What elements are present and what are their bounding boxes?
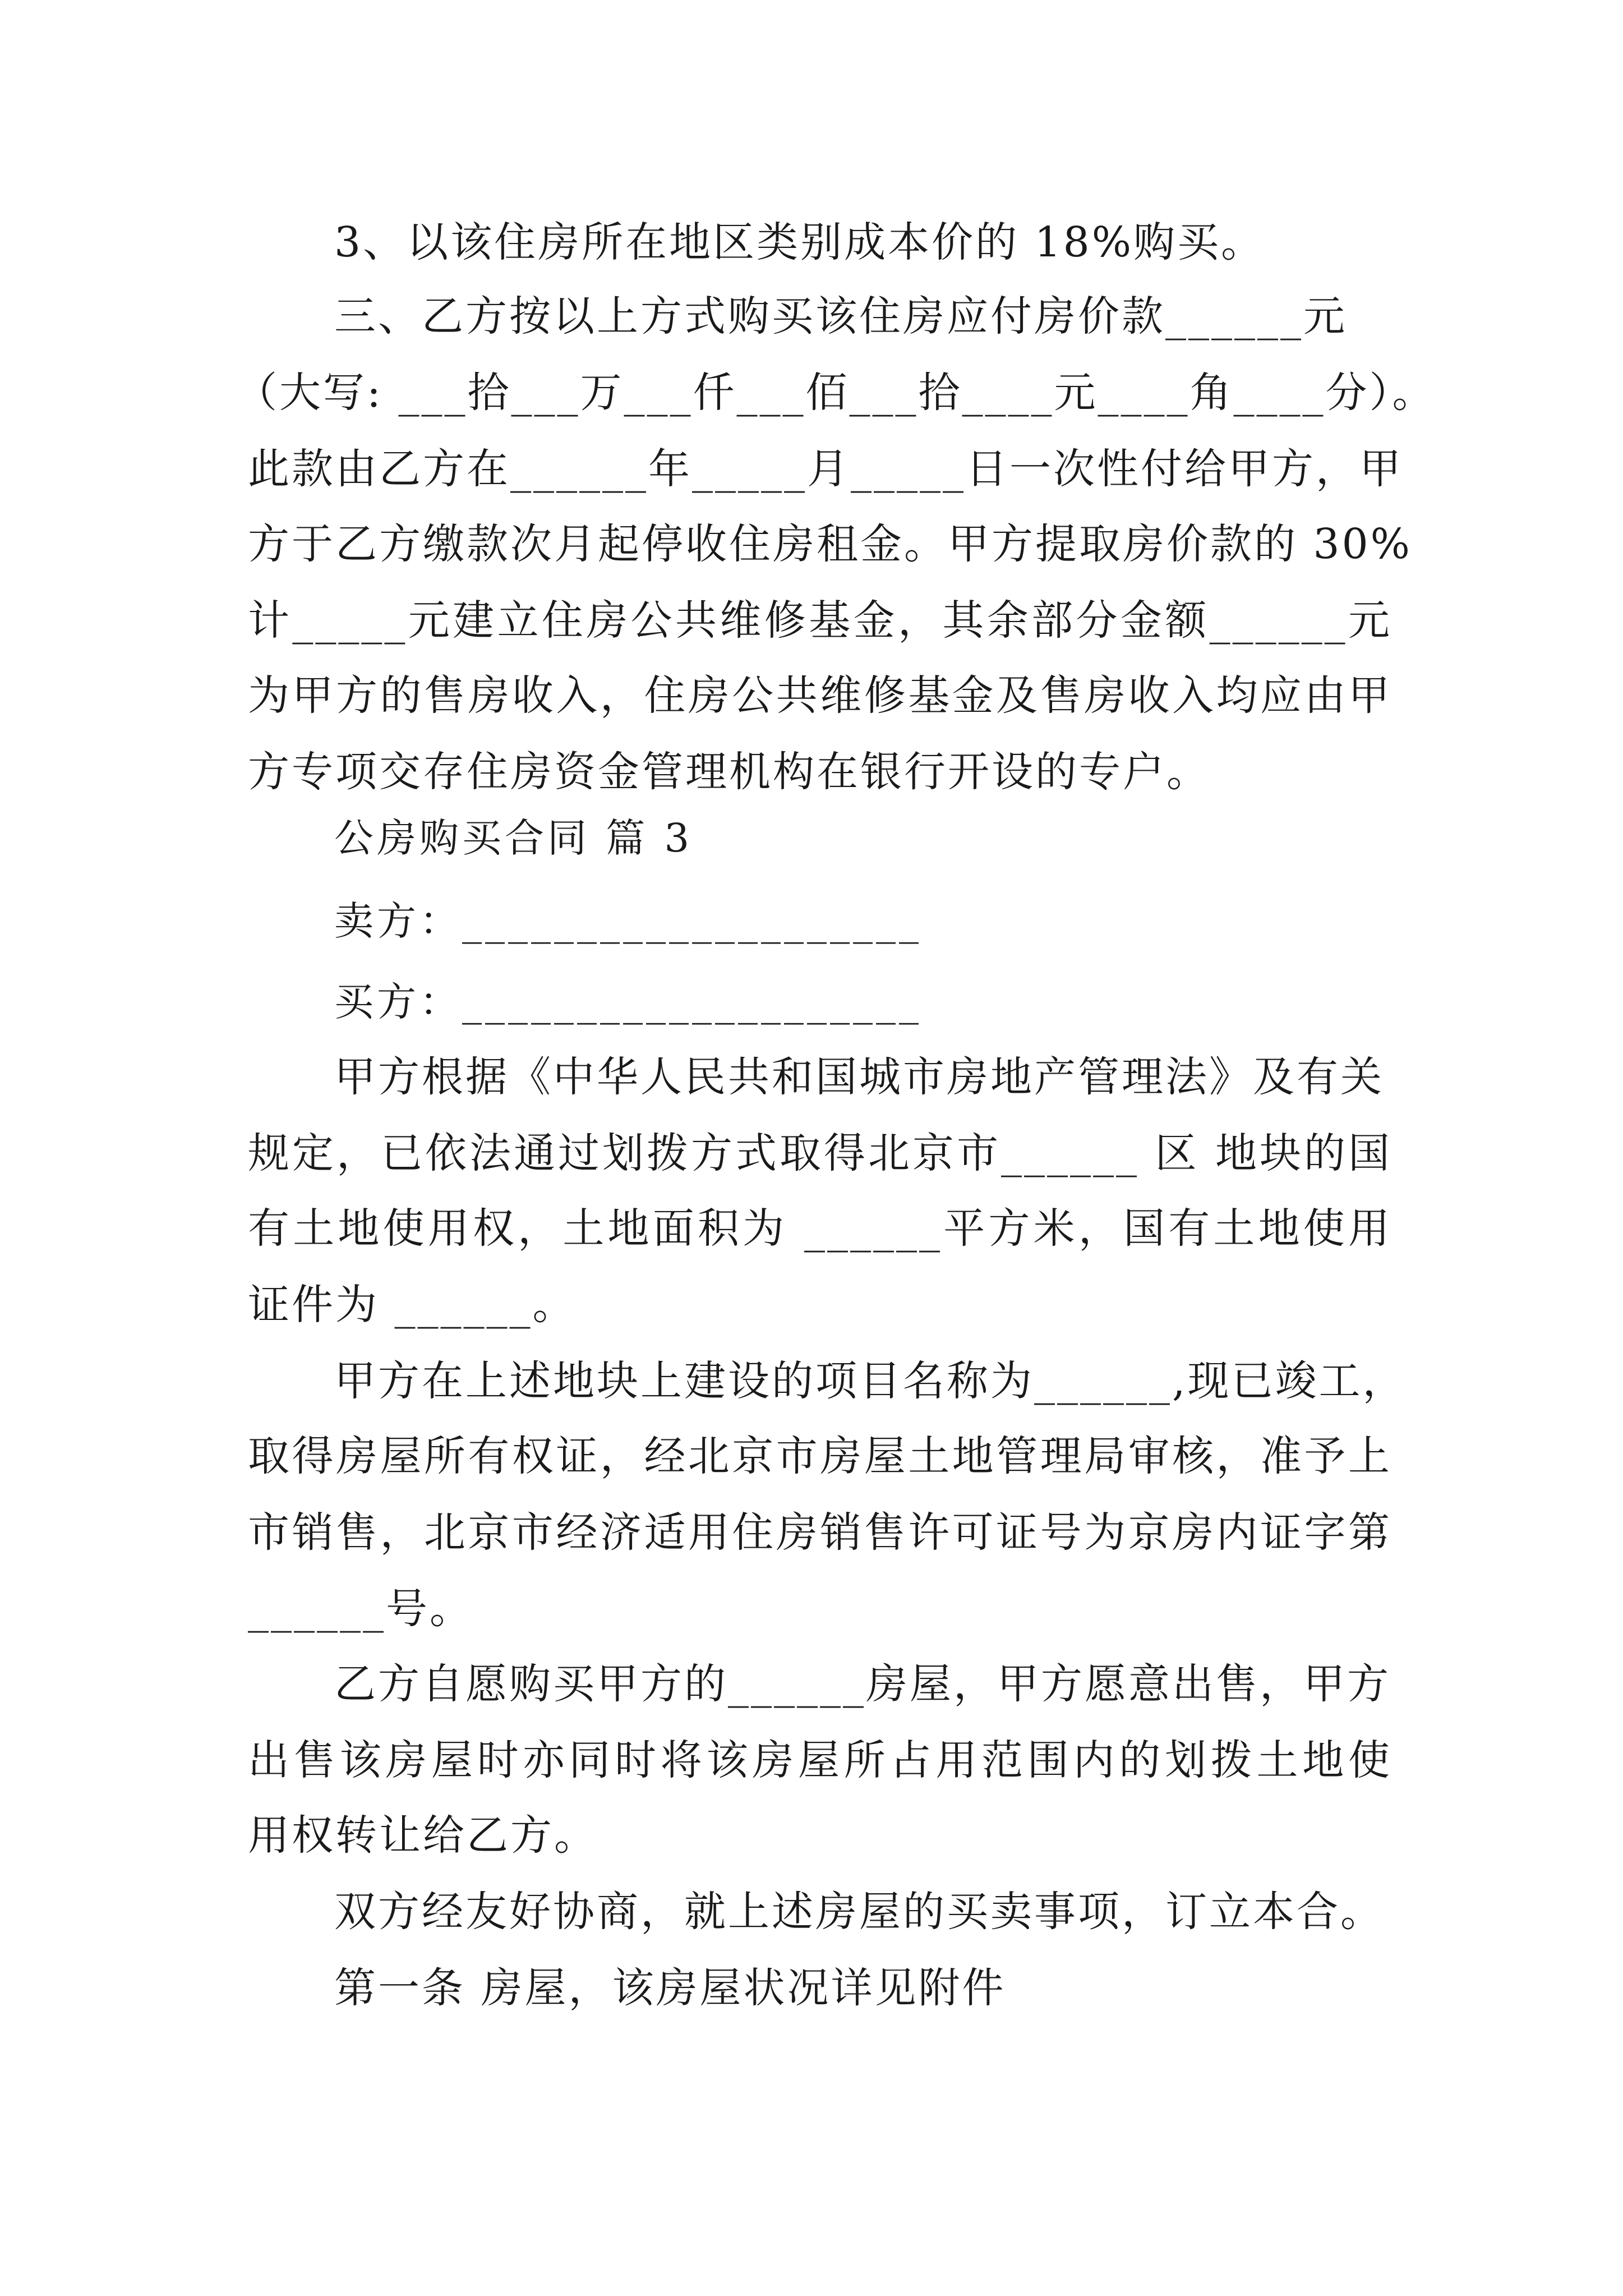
- paragraph-line: 此款由乙方在______年_____月_____日一次性付给甲方，甲: [248, 445, 1403, 493]
- paragraph-line: 出售该房屋时亦同时将该房屋所占用范围内的划拨土地使: [248, 1736, 1392, 1784]
- seller-field: 卖方：____________________: [334, 898, 922, 944]
- paragraph-line: 三、乙方按以上方式购买该住房应付房价款______元: [334, 292, 1347, 341]
- paragraph-line: 规定，已依法通过划拨方式取得北京市______ 区 地块的国: [248, 1129, 1392, 1177]
- article-heading: 第一条 房屋，该房屋状况详见附件: [334, 1964, 1006, 2012]
- paragraph-line: 乙方自愿购买甲方的______房屋，甲方愿意出售，甲方: [334, 1660, 1391, 1708]
- paragraph-line: 为甲方的售房收入，住房公共维修基金及售房收入均应由甲: [248, 671, 1392, 720]
- paragraph-line: 取得房屋所有权证，经北京市房屋土地管理局审核，准予上: [248, 1432, 1392, 1480]
- paragraph-line: 用权转让给乙方。: [248, 1811, 598, 1860]
- paragraph-line: 甲方在上述地块上建设的项目名称为______,现已竣工，: [334, 1357, 1407, 1405]
- section-title: 公房购买合同 篇 3: [334, 815, 693, 861]
- paragraph-line: 方专项交存住房资金管理机构在银行开设的专户。: [248, 748, 1210, 796]
- paragraph-line: 3、以该住房所在地区类别成本价的 18%购买。: [334, 218, 1265, 266]
- paragraph-line: 计_____元建立住房公共维修基金，其余部分金额______元: [248, 596, 1392, 645]
- paragraph-line: 市销售，北京市经济适用住房销售许可证号为京房内证字第: [248, 1508, 1392, 1557]
- paragraph-line: （大写: ___拾___万___仟___佰___拾____元____角____分）。: [236, 369, 1436, 417]
- paragraph-line: 甲方根据《中华人民共和国城市房地产管理法》及有关: [334, 1053, 1384, 1101]
- paragraph-line: 有土地使用权，土地面积为 ______平方米，国有土地使用: [248, 1204, 1392, 1253]
- paragraph-line: 证件为 ______。: [248, 1281, 577, 1329]
- paragraph-line: 双方经友好协商，就上述房屋的买卖事项，订立本合。: [334, 1888, 1384, 1936]
- buyer-field: 买方：____________________: [334, 979, 922, 1025]
- paragraph-line: ______号。: [248, 1585, 473, 1633]
- paragraph-line: 方于乙方缴款次月起停收住房租金。甲方提取房价款的 30%: [248, 520, 1412, 568]
